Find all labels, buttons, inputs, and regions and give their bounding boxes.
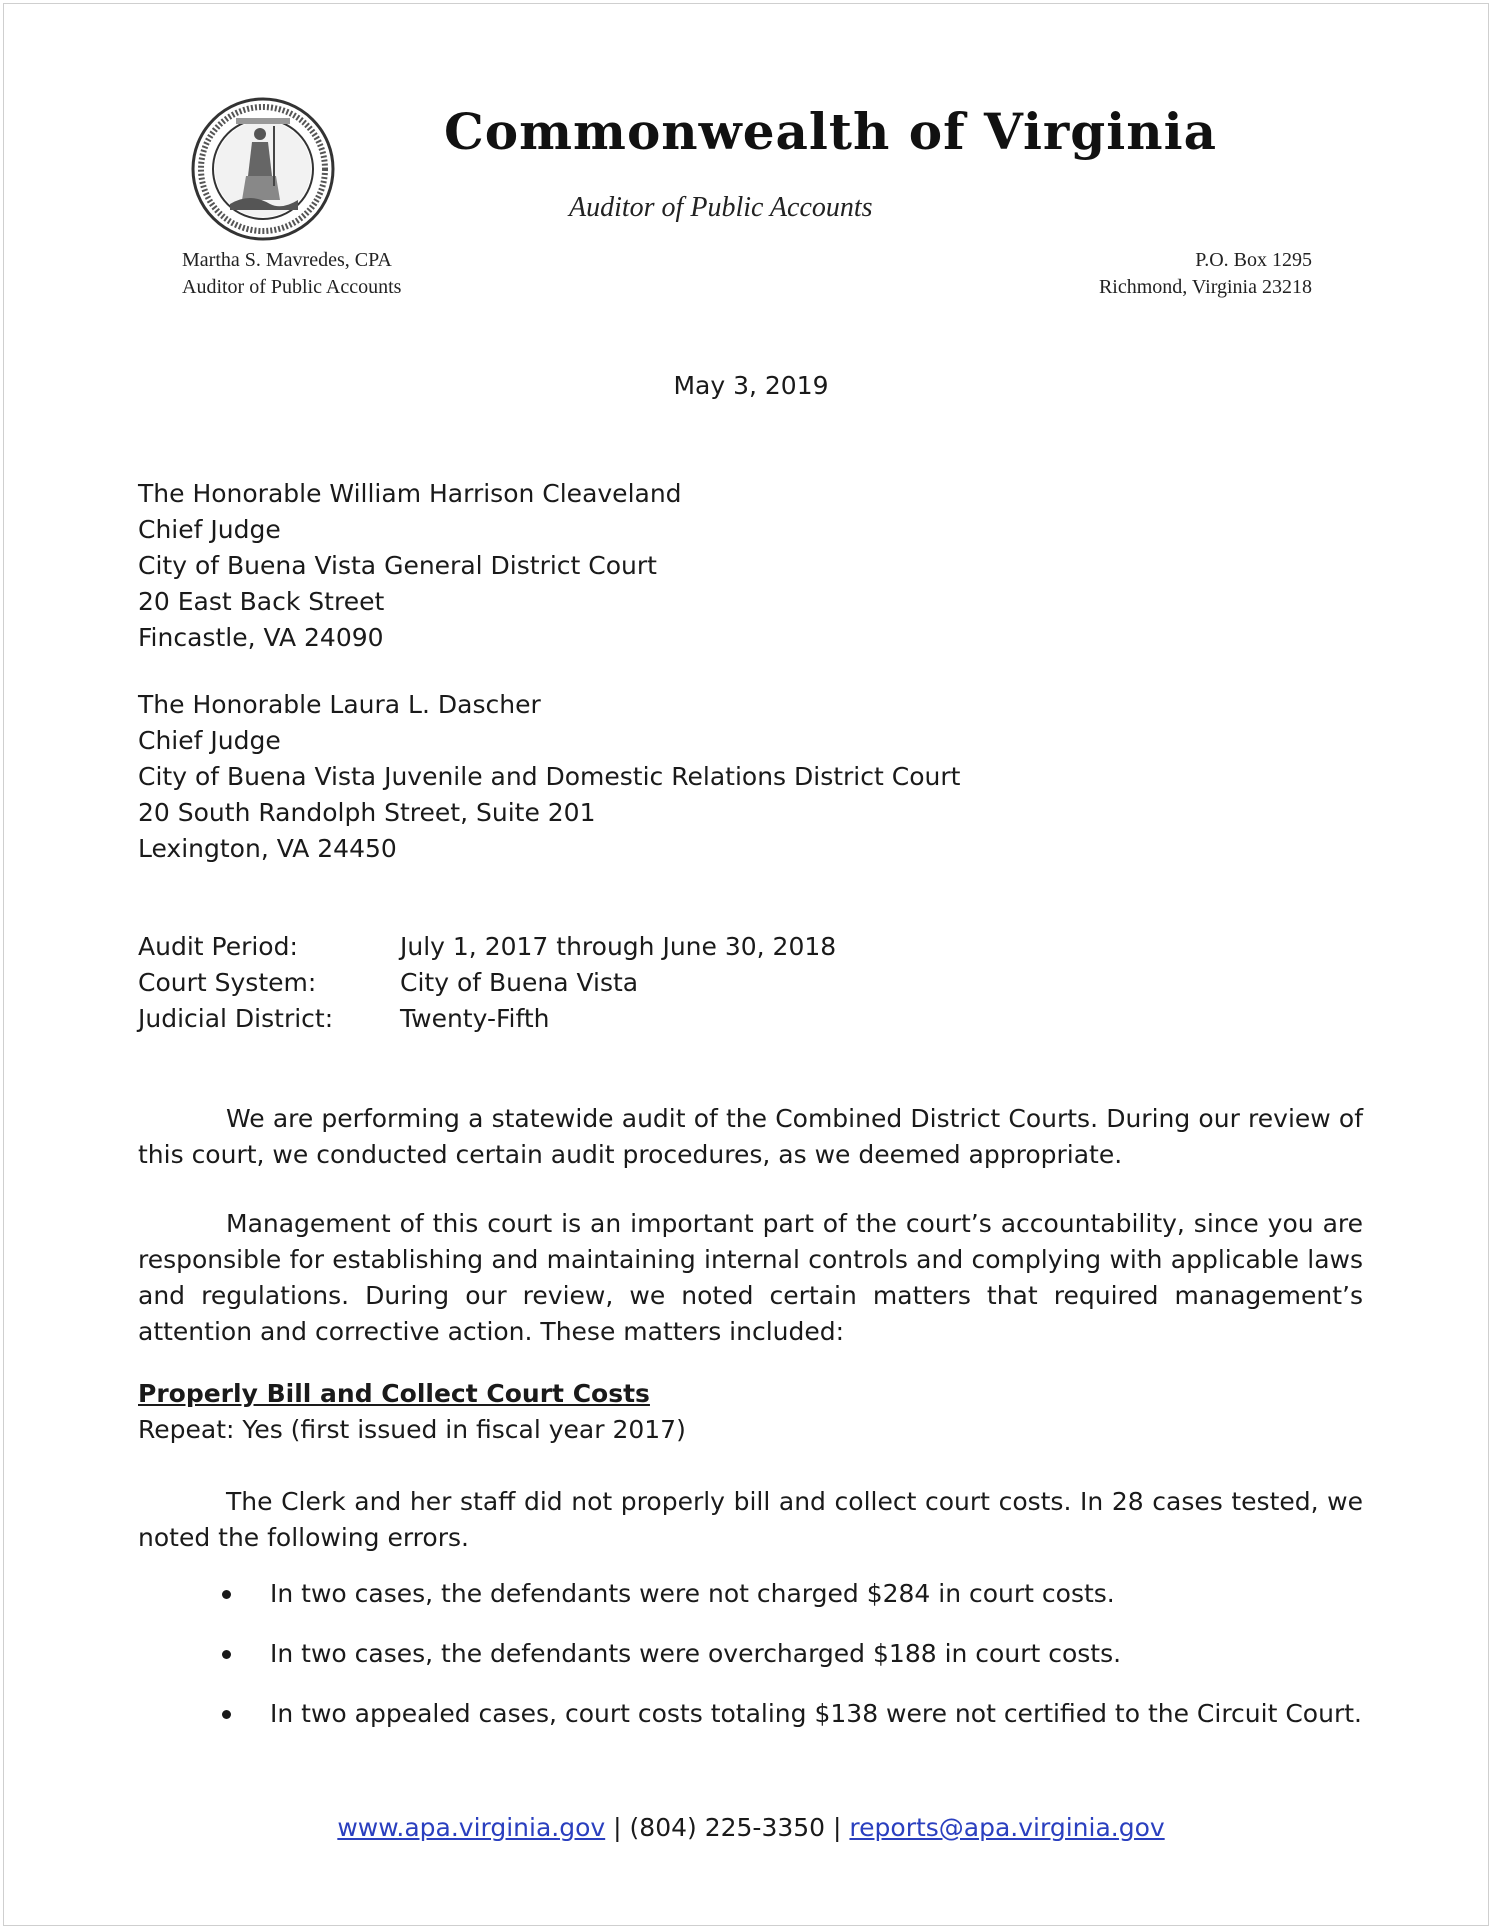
- list-item-text: In two appealed cases, court costs totaling $138 were not certified to the Circuit Court.: [270, 1699, 1362, 1728]
- address-line: City of Buena Vista General District Court: [138, 551, 657, 580]
- audit-info-label: Court System:: [138, 968, 317, 997]
- finding-paragraph: [138, 1484, 1363, 1556]
- address-line: 20 South Randolph Street, Suite 201: [138, 798, 596, 827]
- audit-info-value: City of Buena Vista: [400, 968, 639, 997]
- list-item-text: In two cases, the defendants were not charged $284 in court costs.: [270, 1579, 1115, 1608]
- audit-info-value: July 1, 2017 through June 30, 2018: [400, 932, 837, 961]
- address-line: City of Buena Vista Juvenile and Domestic Relations District Court: [138, 762, 961, 791]
- virginia-seal-icon: [190, 96, 336, 242]
- recipient-address-2: [138, 687, 960, 867]
- footer: [4, 1810, 1494, 1846]
- po-box: P.O. Box 1295: [1195, 249, 1312, 271]
- auditor-block: [182, 247, 401, 301]
- website-link[interactable]: www.apa.virginia.gov: [337, 1813, 606, 1842]
- audit-info-label: Audit Period:: [138, 932, 298, 961]
- address-line: The Honorable William Harrison Cleaveland: [138, 479, 682, 508]
- finding-heading: Properly Bill and Collect Court Costs: [138, 1379, 650, 1408]
- audit-info-value: Twenty-Fifth: [400, 1004, 550, 1033]
- address-line: Chief Judge: [138, 515, 281, 544]
- management-paragraph-text: Management of this court is an important part of the court’s accountability, since you are responsible for establishing and maintaining internal controls and complying with applicable laws and regulations. During our review, we noted certain matters that required management’s attention and corrective action. These matters included:: [138, 1209, 1363, 1346]
- error-list: [218, 1576, 1368, 1756]
- footer-separator: |: [613, 1813, 622, 1842]
- auditor-title: Auditor of Public Accounts: [182, 276, 402, 298]
- phone-number: (804) 225-3350: [629, 1813, 826, 1842]
- finding-paragraph-text: The Clerk and her staff did not properly bill and collect court costs. In 28 cases tested, we noted the following errors.: [138, 1487, 1363, 1552]
- letter-page: [3, 3, 1489, 1926]
- bullet-icon: [222, 1710, 231, 1719]
- address-line: Chief Judge: [138, 726, 281, 755]
- audit-info-label: Judicial District:: [138, 1004, 334, 1033]
- bullet-icon: [222, 1650, 231, 1659]
- audit-info: [138, 929, 836, 1037]
- management-paragraph: [138, 1206, 1363, 1350]
- intro-paragraph: [138, 1101, 1363, 1173]
- letterhead-subtitle: Auditor of Public Accounts: [569, 192, 873, 223]
- audit-info-row: [138, 965, 836, 1001]
- repeat-status: Repeat: Yes (first issued in fiscal year 2017): [138, 1415, 686, 1444]
- recipient-address-1: [138, 476, 682, 656]
- list-item: [218, 1576, 1368, 1636]
- mailing-address-block: [1099, 247, 1312, 301]
- bullet-icon: [222, 1590, 231, 1599]
- footer-separator: |: [833, 1813, 842, 1842]
- audit-info-row: [138, 929, 836, 965]
- email-link[interactable]: reports@apa.virginia.gov: [849, 1813, 1165, 1842]
- address-line: Lexington, VA 24450: [138, 834, 397, 863]
- letter-date: May 3, 2019: [673, 371, 829, 400]
- city-state-zip: Richmond, Virginia 23218: [1098, 276, 1312, 298]
- auditor-name: Martha S. Mavredes, CPA: [182, 249, 392, 271]
- list-item-text: In two cases, the defendants were overcharged $188 in court costs.: [270, 1639, 1122, 1668]
- address-line: 20 East Back Street: [138, 587, 385, 616]
- list-item: [218, 1696, 1368, 1756]
- letterhead-title: Commonwealth of Virginia: [444, 102, 1217, 161]
- audit-info-row: [138, 1001, 836, 1037]
- intro-paragraph-text: We are performing a statewide audit of the Combined District Courts. During our review of this court, we conducted certain audit procedures, as we deemed appropriate.: [138, 1104, 1363, 1169]
- list-item: [218, 1636, 1368, 1696]
- address-line: The Honorable Laura L. Dascher: [138, 690, 541, 719]
- address-line: Fincastle, VA 24090: [138, 623, 384, 652]
